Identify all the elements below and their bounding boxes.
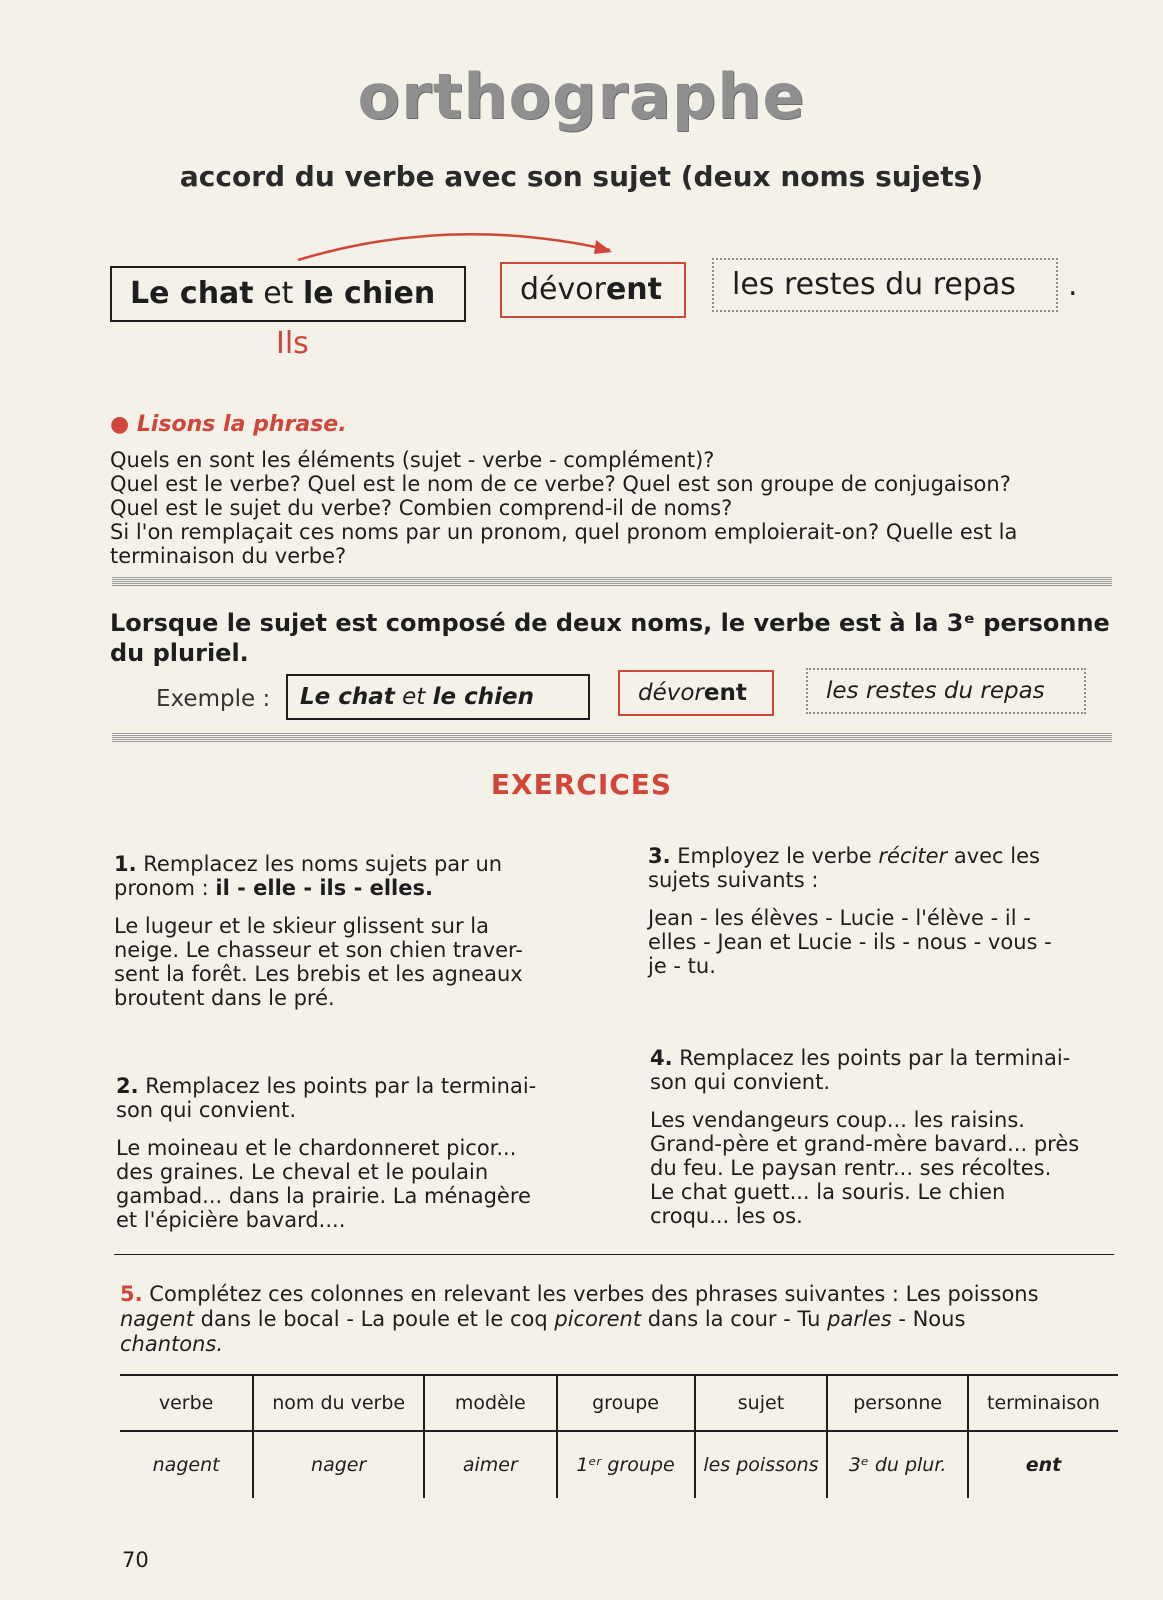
exercise-3: 3. Employez le verbe réciter avec les sujets suivants : Jean - les élèves - Lucie - l'élève - il - elles - Jean et Lucie - ils - nous - vous - je - tu. [648, 844, 1052, 978]
bullet-icon: ● [110, 412, 137, 437]
exercices-heading: EXERCICES [490, 768, 673, 801]
example-complement-box: les restes du repas [806, 668, 1086, 714]
exercise-number: 2. [116, 1074, 139, 1098]
table-cell: nager [253, 1431, 424, 1498]
table-header: sujet [695, 1376, 828, 1431]
table-cell: 1ᵉʳ groupe [557, 1431, 695, 1498]
question-line: Quels en sont les éléments (sujet - verbe - complément)? [110, 448, 715, 472]
rule-statement: Lorsque le sujet est composé de deux noms, le verbe est à la 3ᵉ personne du pluriel. [110, 609, 1110, 667]
conjugation-table [120, 1374, 1118, 1498]
table-cell: 3ᵉ du plur. [827, 1431, 968, 1498]
complement-box [712, 258, 1058, 312]
table-header: verbe [120, 1376, 253, 1431]
rule-divider-top [112, 576, 1112, 586]
verb-box [500, 262, 686, 318]
verb-ending: ent [605, 272, 662, 307]
table-header: modèle [424, 1376, 556, 1431]
lesson-subtitle: accord du verbe avec son sujet (deux noms sujets) [179, 160, 984, 193]
table-header: nom du verbe [253, 1376, 424, 1431]
rule-divider-bottom [112, 732, 1112, 742]
subject-noun-1: Le chat [130, 276, 254, 311]
question-line: Quel est le sujet du verbe? Combien comprend-il de noms? [110, 496, 733, 520]
pronoun-label: Ils [276, 326, 309, 361]
example-subject-box: Le chat et le chien [286, 674, 590, 720]
exercise-number: 1. [114, 852, 137, 876]
arrow-icon [290, 222, 640, 266]
table-header: personne [827, 1376, 968, 1431]
table-cell: les poissons [695, 1431, 828, 1498]
table-cell: ent [968, 1431, 1118, 1498]
complement-text: les restes du repas [732, 267, 1016, 302]
table-cell: aimer [424, 1431, 556, 1498]
exercise-1: 1. Remplacez les noms sujets par un pronom : il - elle - ils - elles. Le lugeur et le skieur glissent sur la neige. Le chasseur et son chien traver- sent la forêt. Les brebis et les agneaux broutent dans le pré. [114, 852, 523, 1010]
exercise-2: 2. Remplacez les points par la terminai- son qui convient. Le moineau et le chardonneret picor... des graines. Le cheval et le poulain gambad... dans la prairie. La ménagère et l'épicière bavard.... [116, 1074, 537, 1232]
question-line: terminaison du verbe? [110, 544, 347, 568]
table-row [120, 1431, 1118, 1498]
table-header: groupe [557, 1376, 695, 1431]
exercise-5: 5. Complétez ces colonnes en relevant les verbes des phrases suivantes : Les poissons nagent dans le bocal - La poule et le coq picorent dans la cour - Tu parles - Nous chantons. [120, 1282, 1039, 1356]
table-cell: nagent [152, 1454, 220, 1476]
exercise-number: 5. [120, 1282, 143, 1306]
exercise-number: 3. [648, 844, 671, 868]
exercise-number: 4. [650, 1046, 673, 1070]
lisons-questions [110, 448, 1017, 568]
verb-stem: dévor [520, 272, 606, 307]
example-label: Exemple : [156, 686, 271, 712]
subject-noun-2: le chien [302, 276, 436, 311]
section-divider [114, 1254, 1114, 1255]
table-header-row [120, 1376, 1118, 1431]
page-number: 70 [122, 1548, 149, 1572]
lisons-heading: ● Lisons la phrase. [110, 412, 347, 437]
subject-box [110, 266, 466, 322]
page-title: orthographe [357, 60, 806, 133]
question-line: Quel est le verbe? Quel est le nom de ce verbe? Quel est son groupe de conjugaison? [110, 472, 1011, 496]
sentence-period: . [1068, 268, 1078, 303]
table-header: terminaison [968, 1376, 1118, 1431]
question-line: Si l'on remplaçait ces noms par un pronom, quel pronom emploierait-on? Quelle est la [110, 520, 1018, 544]
example-verb-box: dévorent [618, 670, 774, 716]
exercise-4: 4. Remplacez les points par la terminai- son qui convient. Les vendangeurs coup... les raisins. Grand-père et grand-mère bavard... près du feu. Le paysan rentr... ses récoltes. Le chat guett... la souris. Le chien croqu... les os. [650, 1046, 1080, 1228]
subject-conjunction: et [263, 276, 294, 311]
